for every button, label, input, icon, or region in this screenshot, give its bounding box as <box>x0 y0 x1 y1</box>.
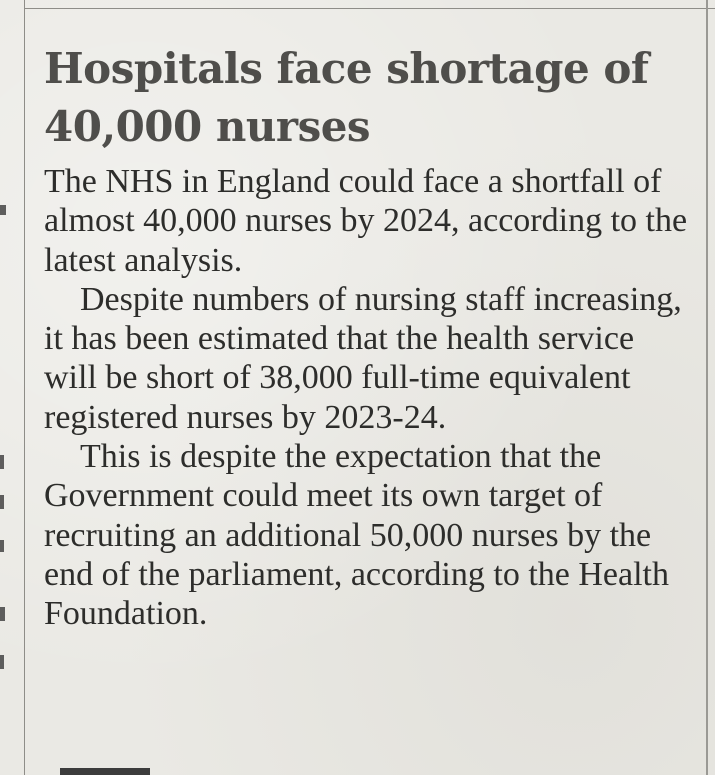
text-fragment <box>0 455 4 469</box>
article-paragraph: Despite numbers of nursing staff increasing, it has been estimated that the health service will be short of 38,000 full-time equivalent registered nurses by 2023-24. <box>44 280 682 436</box>
top-divider <box>24 8 715 9</box>
news-article <box>44 40 694 634</box>
text-fragment <box>0 540 4 552</box>
text-fragment <box>0 607 5 621</box>
article-body <box>44 162 694 634</box>
article-paragraph: The NHS in England could face a shortfall of almost 40,000 nurses by 2024, according to the latest analysis. <box>44 163 688 279</box>
column-divider <box>24 0 25 775</box>
text-fragment <box>0 655 4 669</box>
right-divider <box>706 0 708 775</box>
text-fragment <box>0 495 4 509</box>
adjacent-column-fragment <box>0 0 26 775</box>
text-fragment <box>0 205 6 215</box>
article-paragraph: This is despite the expectation that the Government could meet its own target of recruiting an additional 50,000 nurses by the end of the parliament, according to the Health Foundation. <box>44 438 669 633</box>
article-headline: Hospitals face shortage of 40,000 nurses <box>44 44 649 151</box>
bottom-edge-mark <box>60 768 150 775</box>
